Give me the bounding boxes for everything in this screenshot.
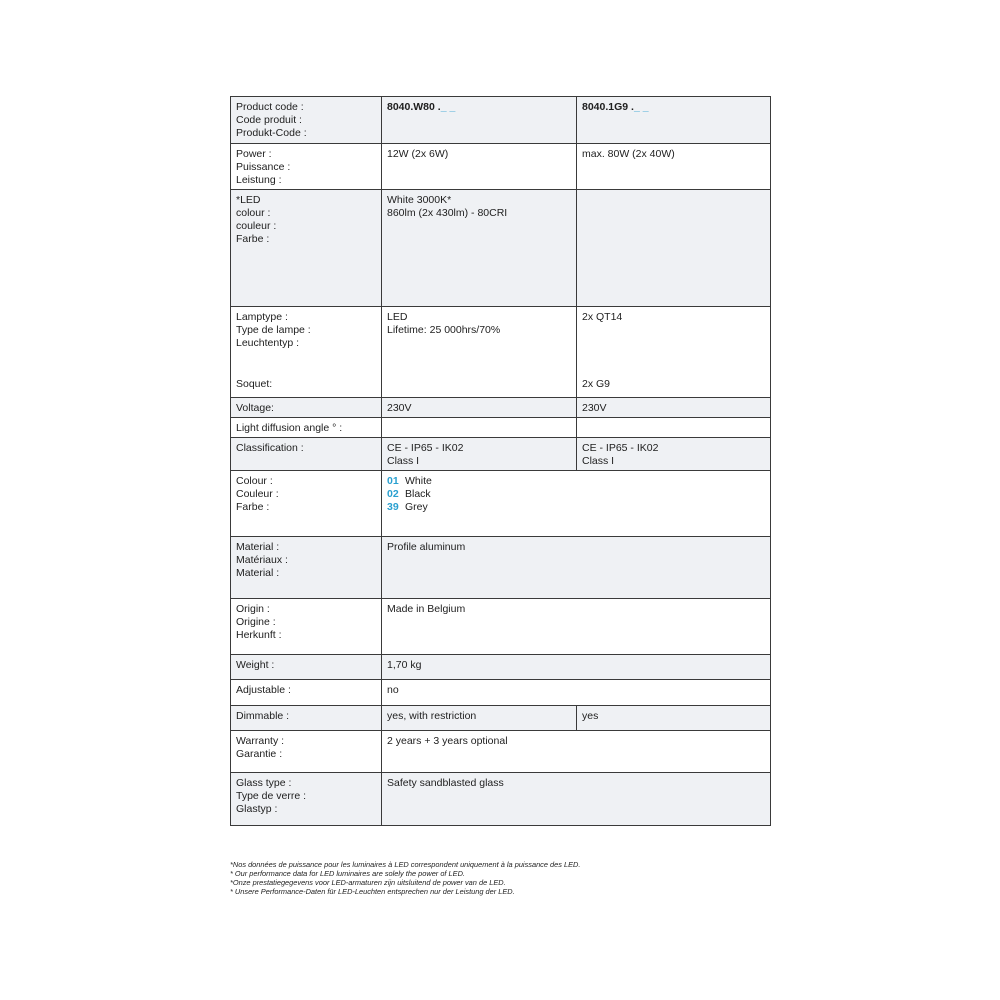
- row-glass-type: [231, 773, 771, 826]
- value-line: LED: [387, 311, 408, 323]
- label: Classification :: [231, 438, 382, 471]
- row-weight: [231, 655, 771, 680]
- origin-value: Made in Belgium: [382, 599, 771, 655]
- spec-table: [230, 96, 771, 826]
- product-code-cell-2: [577, 97, 771, 144]
- label: Glass type :: [236, 777, 292, 789]
- colour-option: [387, 501, 765, 514]
- footnote: * Unsere Performance-Daten für LED-Leuchten entsprechen nur der Leistung der LED.: [230, 887, 515, 896]
- row-colour: [231, 471, 771, 537]
- colour-code: 01: [387, 475, 399, 487]
- voltage-value-2: 230V: [577, 398, 771, 418]
- product-code-cell-1: [382, 97, 577, 144]
- label: Puissance :: [236, 161, 291, 173]
- label-cell: [231, 190, 382, 307]
- label: *LED: [236, 194, 261, 206]
- label: Origin :: [236, 603, 270, 615]
- footnote: * Our performance data for LED luminaires are solely the power of LED.: [230, 869, 465, 878]
- glass-type-value: Safety sandblasted glass: [382, 773, 771, 826]
- label: Weight :: [231, 655, 382, 680]
- colour-code: 39: [387, 501, 399, 513]
- label: Glastyp :: [236, 803, 278, 815]
- label: Power :: [236, 148, 272, 160]
- colour-name: White: [405, 475, 432, 487]
- footnotes: [230, 860, 750, 896]
- label: Adjustable :: [231, 680, 382, 706]
- label: Herkunft :: [236, 629, 282, 641]
- label-cell: [231, 144, 382, 190]
- dimmable-value-2: yes: [577, 706, 771, 731]
- label: Leistung :: [236, 174, 282, 186]
- label: Farbe :: [236, 501, 270, 513]
- classification-value-1: [382, 438, 577, 471]
- product-code-suffix-1: _ _: [440, 101, 456, 113]
- value-line: 2x QT14: [582, 311, 623, 323]
- weight-value: 1,70 kg: [382, 655, 771, 680]
- label: Light diffusion angle ° :: [231, 418, 382, 438]
- socket-value: 2x G9: [582, 378, 611, 390]
- label: Origine :: [236, 616, 276, 628]
- label: Type de lampe :: [236, 324, 311, 336]
- label-cell: [231, 599, 382, 655]
- label-cell: [231, 307, 382, 398]
- label: Type de verre :: [236, 790, 307, 802]
- voltage-value-1: 230V: [382, 398, 577, 418]
- value-line: Class I: [387, 455, 420, 467]
- label: Farbe :: [236, 233, 270, 245]
- row-lamptype: [231, 307, 771, 398]
- light-diffusion-value-2: [577, 418, 771, 438]
- row-classification: [231, 438, 771, 471]
- label: Colour :: [236, 475, 273, 487]
- led-colour-value-2: [577, 190, 771, 307]
- label: Voltage:: [231, 398, 382, 418]
- label: Code produit :: [236, 114, 302, 126]
- value-line: Lifetime: 25 000hrs/70%: [387, 324, 501, 336]
- product-code-suffix-2: _ _: [633, 101, 649, 113]
- label: Produkt-Code :: [236, 127, 307, 139]
- row-led-colour: [231, 190, 771, 307]
- colour-code: 02: [387, 488, 399, 500]
- row-power: [231, 144, 771, 190]
- colour-name: Black: [405, 488, 431, 500]
- label: Lamptype :: [236, 311, 288, 323]
- footnote: *Nos données de puissance pour les luminaires à LED correspondent uniquement à la puissance des LED.: [230, 860, 581, 869]
- footnote: *Onze prestatiegegevens voor LED-armaturen zijn uitsluitend de power van de LED.: [230, 878, 506, 887]
- row-light-diffusion: [231, 418, 771, 438]
- row-dimmable: [231, 706, 771, 731]
- label: colour :: [236, 207, 271, 219]
- socket-label: Soquet:: [236, 378, 273, 390]
- row-voltage: [231, 398, 771, 418]
- colour-option: [387, 475, 765, 488]
- product-code-2: 8040.1G9 .: [582, 101, 634, 113]
- warranty-value: 2 years + 3 years optional: [382, 731, 771, 773]
- power-value-1: 12W (2x 6W): [382, 144, 577, 190]
- label: Product code :: [236, 101, 304, 113]
- label: Matériaux :: [236, 554, 288, 566]
- label-cell: [231, 773, 382, 826]
- label: Leuchtentyp :: [236, 337, 300, 349]
- material-value: Profile aluminum: [382, 537, 771, 599]
- label: Dimmable :: [231, 706, 382, 731]
- label: couleur :: [236, 220, 277, 232]
- label: Couleur :: [236, 488, 279, 500]
- colour-options: [382, 471, 771, 537]
- led-colour-value-1: [382, 190, 577, 307]
- label: Material :: [236, 541, 280, 553]
- value-line: CE - IP65 - IK02: [582, 442, 659, 454]
- label-cell: [231, 97, 382, 144]
- row-warranty: [231, 731, 771, 773]
- label: Material :: [236, 567, 280, 579]
- value-line: 860lm (2x 430lm) - 80CRI: [387, 207, 508, 219]
- row-product-code: [231, 97, 771, 144]
- row-origin: [231, 599, 771, 655]
- label-cell: [231, 471, 382, 537]
- row-adjustable: [231, 680, 771, 706]
- lamptype-value-2: [577, 307, 771, 398]
- lamptype-value-1: [382, 307, 577, 398]
- power-value-2: max. 80W (2x 40W): [577, 144, 771, 190]
- light-diffusion-value-1: [382, 418, 577, 438]
- label: Warranty :: [236, 735, 285, 747]
- value-line: CE - IP65 - IK02: [387, 442, 464, 454]
- colour-option: [387, 488, 765, 501]
- label-cell: [231, 731, 382, 773]
- value-line: White 3000K*: [387, 194, 452, 206]
- product-code-1: 8040.W80 .: [387, 101, 441, 113]
- colour-name: Grey: [405, 501, 428, 513]
- row-material: [231, 537, 771, 599]
- classification-value-2: [577, 438, 771, 471]
- dimmable-value-1: yes, with restriction: [382, 706, 577, 731]
- label: Garantie :: [236, 748, 283, 760]
- adjustable-value: no: [382, 680, 771, 706]
- label-cell: [231, 537, 382, 599]
- value-line: Class I: [582, 455, 615, 467]
